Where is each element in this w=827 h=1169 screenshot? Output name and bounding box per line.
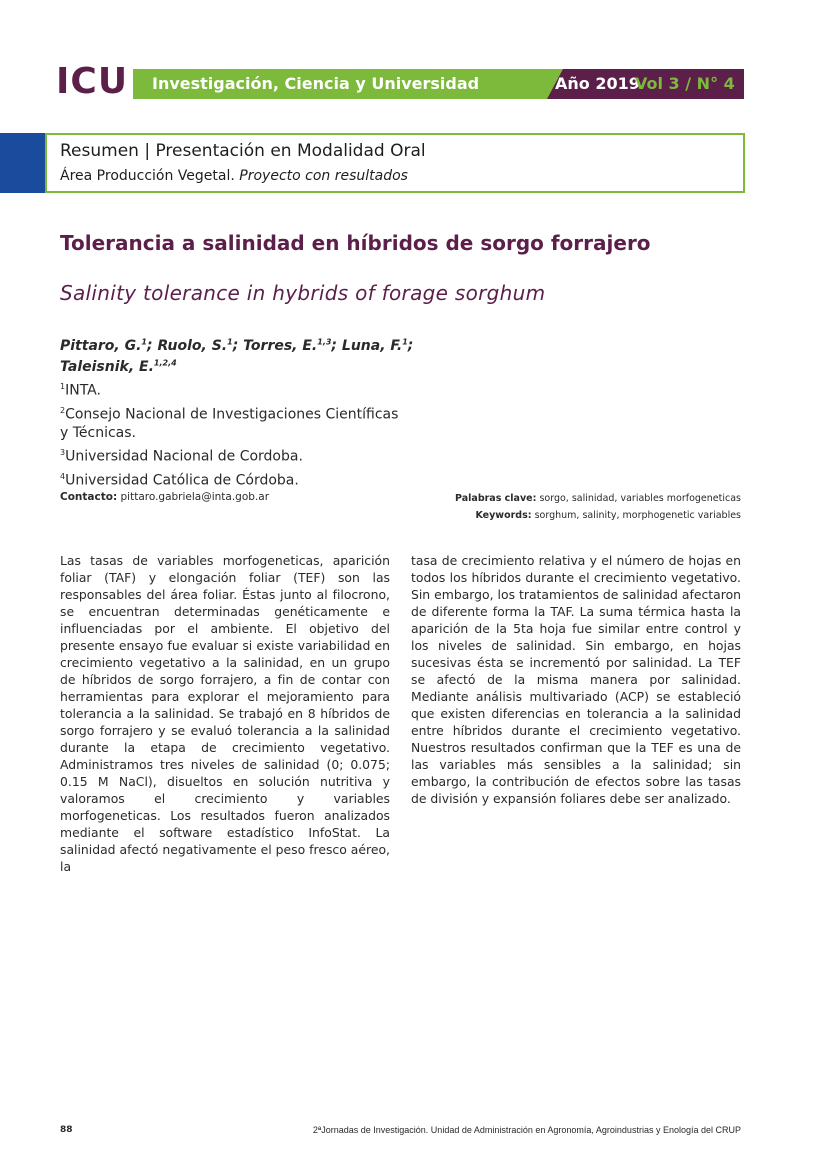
section-area: Área Producción Vegetal. (60, 168, 235, 184)
affiliation-list (60, 377, 400, 491)
affiliation: $^4$Universidad Católica de Córdoba. (60, 471, 299, 489)
section-subheading (60, 166, 408, 186)
journal-title: Investigación, Ciencia y Universidad (152, 74, 480, 93)
contact-line (60, 490, 269, 504)
title-spanish: Tolerancia a salinidad en híbridos de sorgo forrajero (60, 231, 651, 255)
section-heading: Resumen | Presentación en Modalidad Oral (60, 141, 426, 161)
author: Luna, F.$^1$ (341, 337, 408, 354)
keywords-spanish: Palabras clave: sorgo, salinidad, variables morfogeneticas (455, 493, 741, 504)
contact-email[interactable]: pittaro.gabriela@inta.gob.ar (120, 491, 270, 503)
keywords-block (455, 490, 741, 524)
author: Torres, E.$^{1,3}$ (243, 337, 332, 354)
affiliation: $^1$INTA. (60, 382, 101, 399)
keywords-english: Keywords: sorghum, salinity, morphogenetic variables (475, 510, 741, 521)
journal-logo: ICU (56, 61, 129, 102)
page-number: 88 (60, 1125, 73, 1135)
author: Pittaro, G.$^1$ (60, 337, 147, 354)
section-tab (0, 133, 45, 193)
footer-text: 2ªJornadas de Investigación. Unidad de Administración en Agronomía, Agroindustrias y Enología del CRUP (312, 1125, 741, 1135)
author-list: Pittaro, G.$^1$; Ruolo, S.$^1$; Torres, E.$^{1,3}$; Luna, F.$^1$; Taleisnik, E.$^{1,2,4}$ (60, 337, 414, 376)
issue-volume: Vol 3 / N° 4 (635, 74, 735, 93)
title-english: Salinity tolerance in hybrids of forage sorghum (60, 281, 546, 305)
author: Taleisnik, E.$^{1,2,4}$ (60, 358, 177, 376)
abstract-column-right: tasa de crecimiento relativa y el número de hojas en todos los híbridos durante el crecimiento vegetativo. Sin embargo, los tratamientos de salinidad afectaron de diferente forma la TAF. La suma térmica hasta la aparición de la 5ta hoja fue similar entre control y los niveles de salinidad. Sin embargo, en hojas sucesivas ésta se incrementó por salinidad. La TEF se afectó de la misma manera por salinidad. Mediante análisis multivariado (ACP) se estableció que existen diferencias en tolerancia a la salinidad entre híbridos durante el crecimiento vegetativo. Nuestros resultados confirman que la TEF es una de las variables más sensibles a la salinidad; sin embargo, la contribución de efectos sobre las tasas de división y expansión foliares debe ser analizado. (411, 553, 741, 806)
abstract-column-left: Las tasas de variables morfogeneticas, aparición foliar (TAF) y elongación foliar (TEF) son las responsables del área foliar. Éstas junto al filocrono, se encuentran determinadas genéticamente e influenciadas por el ambiente. El objetivo del presente ensayo fue evaluar si existe variabilidad en crecimiento vegetativo a la salinidad, en un grupo de híbridos de sorgo forrajero, a fin de contar con herramientas para explorar el mejoramiento para tolerancia a la salinidad. Se trabajó en 8 híbridos de sorgo forrajero y se evaluó tolerancia a la salinidad durante la etapa de crecimiento vegetativo. Administramos tres niveles de salinidad (0; 0.075; 0.15 M NaCl), disueltos en solución nutritiva y valoramos el crecimiento y variables morfogeneticas. Los resultados fueron analizados mediante el software estadístico InfoStat. La salinidad afectó negativamente el peso fresco aéreo, la (60, 553, 390, 874)
author: Ruolo, S.$^1$ (157, 337, 233, 354)
affiliation: $^3$Universidad Nacional de Cordoba. (60, 448, 303, 465)
issue-year: Año 2019 (555, 74, 640, 93)
affiliation: $^2$Consejo Nacional de Investigaciones Científicas y Técnicas. (60, 405, 399, 442)
contact-label: Contacto: (60, 491, 118, 503)
section-type: Proyecto con resultados (239, 168, 408, 184)
